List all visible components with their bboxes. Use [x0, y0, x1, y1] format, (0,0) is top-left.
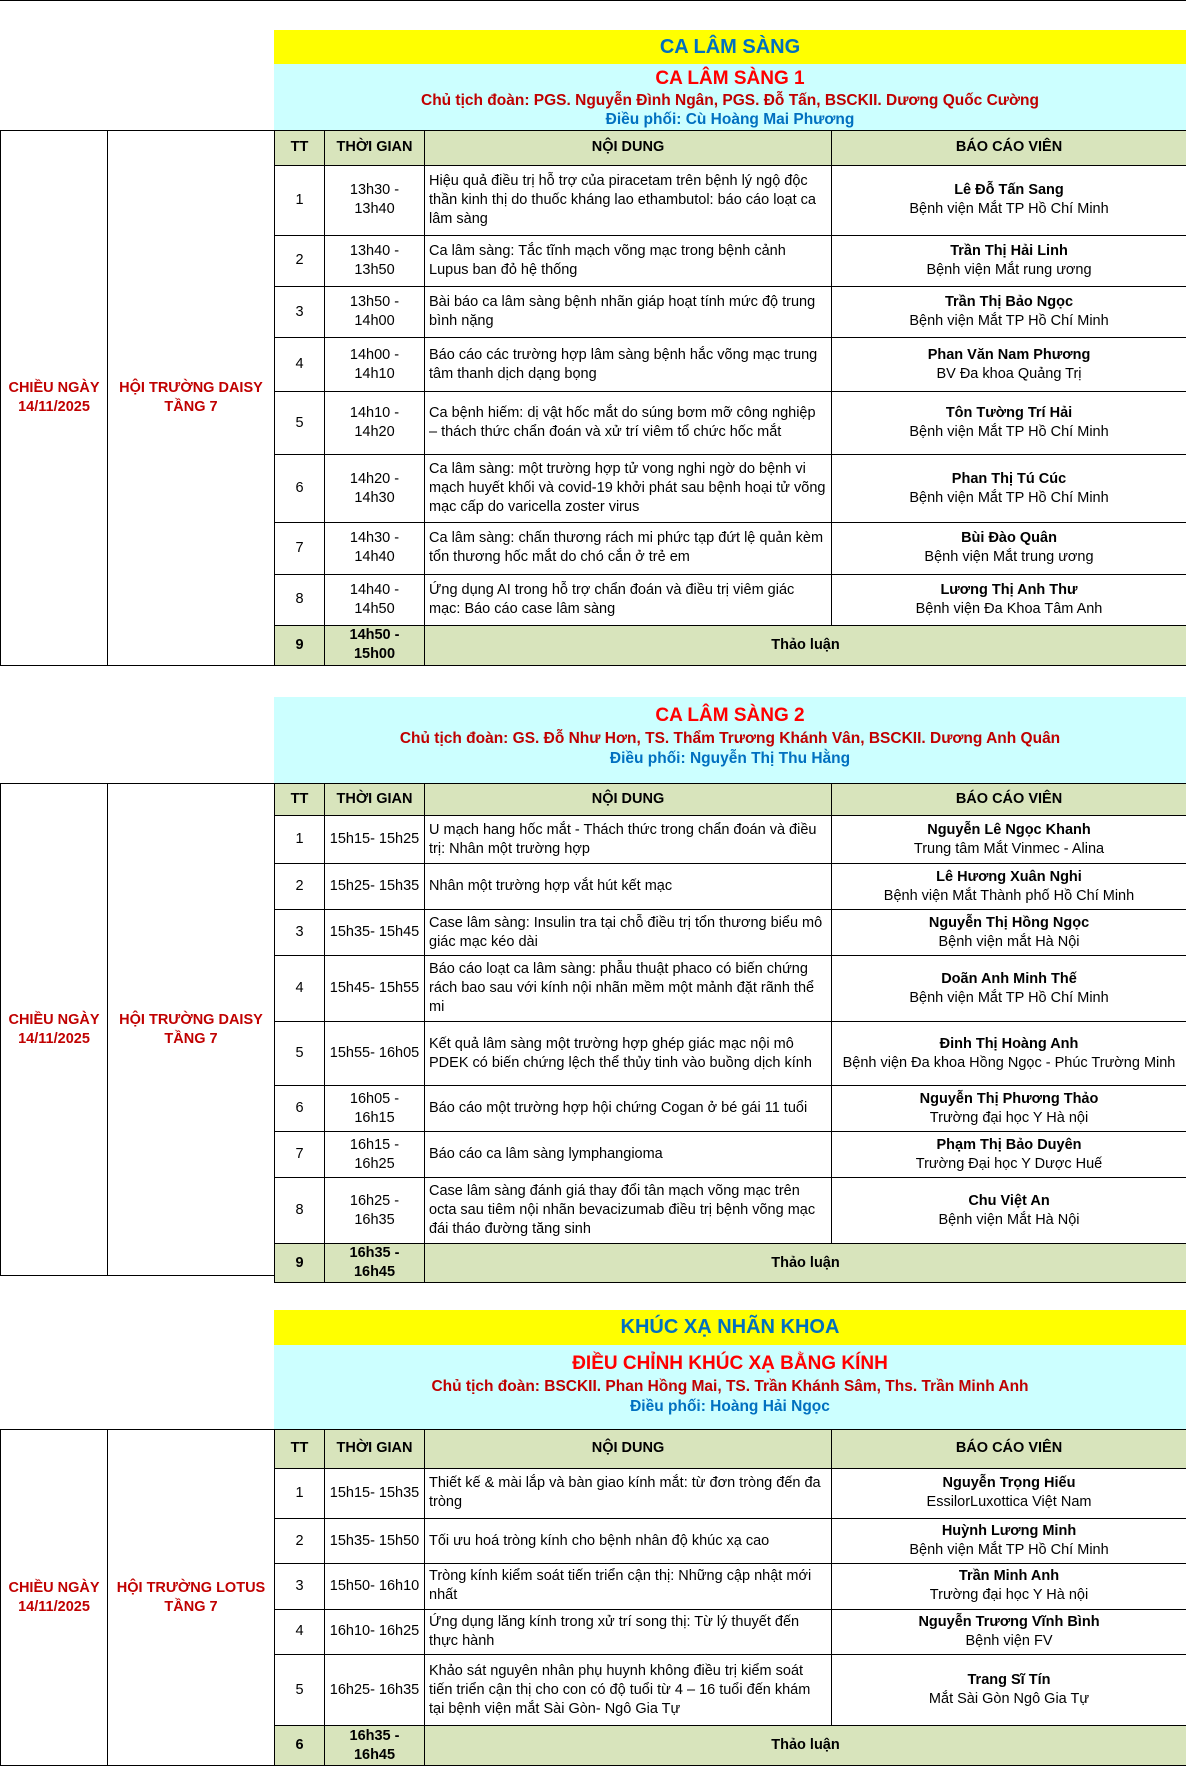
speaker-org: Bệnh viện Đa Khoa Tâm Anh	[915, 600, 1103, 617]
table-row: 5 15h55- 16h05 Kết quả lâm sàng một trường hợp ghép giác mạc nội mô PDEK có biến chứng lệch thể thủy tinh vào buồng dịch kính Đinh Thị Hoàng Anh Bệnh viện Đa khoa Hồng Ngọc - Phúc Trường Minh	[275, 1022, 1186, 1086]
table-row: 2 13h40 - 13h50 Ca lâm sàng: Tắc tĩnh mạch võng mạc trong bệnh cảnh Lupus ban đỏ hệ thống Trần Thị Hải Linh Bệnh viện Mắt rung ương	[275, 235, 1186, 286]
speaker-name: Doãn Anh Minh Thế	[941, 970, 1077, 987]
speaker-name: Bùi Đào Quân	[961, 530, 1057, 547]
speaker-org: Bệnh viện Mắt TP Hồ Chí Minh	[909, 989, 1109, 1006]
speaker-name: Trần Thị Bảo Ngọc	[944, 294, 1074, 311]
col-speaker: BÁO CÁO VIÊN	[832, 1430, 1186, 1469]
schedule-table	[274, 130, 1186, 666]
col-speaker: BÁO CÁO VIÊN	[832, 784, 1186, 816]
col-content: NỘI DUNG	[425, 131, 832, 166]
col-content: NỘI DUNG	[425, 1430, 832, 1469]
speaker-org: Bệnh viện Đa khoa Hồng Ngọc - Phúc Trường Minh	[842, 1054, 1176, 1071]
speaker-name: Lương Thị Anh Thư	[940, 581, 1078, 598]
session-date: CHIỀU NGÀY 14/11/2025	[0, 783, 108, 1276]
speaker-org: BV Đa khoa Quảng Trị	[936, 365, 1082, 382]
speaker-name: Lê Hương Xuân Nghi	[936, 868, 1082, 885]
table-row: 6 16h05 - 16h15 Báo cáo một trường hợp hội chứng Cogan ở bé gái 11 tuổi Nguyễn Thị Phương Thảo Trường đại học Y Hà nội	[275, 1086, 1186, 1132]
session-date: CHIỀU NGÀY 14/11/2025	[0, 1429, 108, 1766]
speaker-org: Bệnh viện Mắt trung ương	[924, 549, 1094, 566]
session-coordinator: Điều phối: Nguyễn Thị Thu Hằng	[609, 750, 851, 767]
speaker-name: Phạm Thị Bảo Duyên	[936, 1136, 1082, 1153]
table-row: 5 16h25- 16h35 Khảo sát nguyên nhân phụ huynh không điều trị kiểm soát tiến triển cận thị cho con có độ tuổi từ 4 – 16 tuổi đến khám tại bệnh viện mắt Sài Gòn- Ngô Gia Tự Trang Sĩ Tín Mắt Sài Gòn Ngô Gia Tự	[275, 1655, 1186, 1726]
col-content: NỘI DUNG	[425, 784, 832, 816]
table-row: 1 13h30 - 13h40 Hiệu quả điều trị hỗ trợ của piracetam trên bệnh lý ngộ độc thần kinh thị do thuốc kháng lao ethambutol: báo cáo loạt ca lâm sàng Lê Đỗ Tấn Sang Bệnh viện Mắt TP Hồ Chí Minh	[275, 165, 1186, 235]
section-banner: CA LÂM SÀNG	[274, 30, 1186, 64]
session-hall: HỘI TRƯỜNG DAISY TẦNG 7	[107, 130, 275, 666]
session-title: CA LÂM SÀNG 2	[655, 705, 805, 726]
schedule-table	[274, 1429, 1186, 1766]
session-header	[274, 64, 1186, 130]
speaker-org: Bệnh viện Mắt TP Hồ Chí Minh	[909, 489, 1109, 506]
session-header	[274, 697, 1186, 783]
table-row: 5 14h10 - 14h20 Ca bệnh hiếm: dị vật hốc mắt do súng bơm mỡ công nghiệp – thách thức chẩn đoán và xử trí viêm tổ chức hốc mắt Tôn Tường Trí Hải Bệnh viện Mắt TP Hồ Chí Minh	[275, 391, 1186, 455]
table-row: 3 13h50 - 14h00 Bài báo ca lâm sàng bệnh nhãn giáp hoạt tính mức độ trung bình nặng Trần Thị Bảo Ngọc Bệnh viện Mắt TP Hồ Chí Minh	[275, 287, 1186, 338]
table-row: 8 14h40 - 14h50 Ứng dụng AI trong hỗ trợ chẩn đoán và điều trị viêm giác mạc: Báo cáo case lâm sàng Lương Thị Anh Thư Bệnh viện Đa Khoa Tâm Anh	[275, 574, 1186, 625]
section-banner: KHÚC XẠ NHÃN KHOA	[274, 1310, 1186, 1345]
speaker-name: Trần Minh Anh	[958, 1568, 1060, 1585]
speaker-name: Đinh Thị Hoàng Anh	[939, 1035, 1079, 1052]
speaker-name: Tôn Tường Trí Hải	[945, 405, 1073, 422]
discussion-row: 6 16h35 - 16h45 Thảo luận	[275, 1726, 1186, 1766]
table-row: 4 15h45- 15h55 Báo cáo loạt ca lâm sàng: phẫu thuật phaco có biến chứng rách bao sau với kính nội nhãn mềm một mảnh đặt rãnh thể mi Doãn Anh Minh Thế Bệnh viện Mắt TP Hồ Chí Minh	[275, 956, 1186, 1022]
speaker-org: Bệnh viện FV	[965, 1632, 1053, 1649]
discussion-row: 9 14h50 - 15h00 Thảo luận	[275, 625, 1186, 665]
table-row: 3 15h35- 15h45 Case lâm sàng: Insulin tra tại chỗ điều trị tổn thương biểu mô giác mạc kéo dài Nguyễn Thị Hồng Ngọc Bệnh viện mắt Hà Nội	[275, 910, 1186, 956]
table-row: 1 15h15- 15h35 Thiết kế & mài lắp và bàn giao kính mắt: từ đơn tròng đến đa tròng Nguyễn Trọng Hiếu EssilorLuxottica Việt Nam	[275, 1468, 1186, 1519]
speaker-name: Huỳnh Lương Minh	[941, 1523, 1077, 1540]
speaker-name: Nguyễn Thị Hồng Ngọc	[928, 914, 1090, 931]
speaker-name: Nguyễn Trương Vĩnh Bình	[918, 1613, 1100, 1630]
top-border	[0, 0, 1186, 1]
session-date: CHIỀU NGÀY 14/11/2025	[0, 130, 108, 666]
table-row: 6 14h20 - 14h30 Ca lâm sàng: một trường hợp tử vong nghi ngờ do bệnh vi mạch huyết khối và covid-19 khởi phát sau bệnh hoại tử võng mạc cấp do varicella zoster virus Phan Thị Tú Cúc Bệnh viện Mắt TP Hồ Chí Minh	[275, 455, 1186, 523]
speaker-org: Trung tâm Mắt Vinmec - Alina	[913, 840, 1105, 857]
table-row: 7 16h15 - 16h25 Báo cáo ca lâm sàng lymphangioma Phạm Thị Bảo Duyên Trường Đại học Y Dược Huế	[275, 1132, 1186, 1178]
session-chairs: Chủ tịch đoàn: PGS. Nguyễn Đình Ngân, PGS. Đỗ Tấn, BSCKII. Dương Quốc Cường	[421, 92, 1039, 109]
col-tt: TT	[275, 1430, 325, 1469]
session-title: CA LÂM SÀNG 1	[655, 68, 805, 89]
speaker-org: Bệnh viện Mắt TP Hồ Chí Minh	[909, 313, 1109, 330]
session-hall: HỘI TRƯỜNG LOTUS TẦNG 7	[107, 1429, 275, 1766]
col-tt: TT	[275, 131, 325, 166]
speaker-org: Bệnh viện Mắt TP Hồ Chí Minh	[909, 424, 1109, 441]
speaker-name: Chu Việt An	[968, 1192, 1050, 1209]
speaker-org: Trường đại học Y Hà nội	[929, 1587, 1089, 1604]
speaker-org: Trường Đại học Y Dược Huế	[915, 1155, 1103, 1172]
speaker-org: Bệnh viện Mắt Hà Nội	[938, 1211, 1080, 1228]
speaker-name: Phan Thị Tú Cúc	[951, 470, 1067, 487]
session-chairs: Chủ tịch đoàn: BSCKII. Phan Hồng Mai, TS. Trần Khánh Sâm, Ths. Trần Minh Anh	[431, 1378, 1029, 1395]
session-coordinator: Điều phối: Cù Hoàng Mai Phương	[605, 111, 855, 128]
speaker-name: Lê Đỗ Tấn Sang	[954, 182, 1064, 199]
table-row: 3 15h50- 16h10 Tròng kính kiểm soát tiến triển cận thị: Những cập nhật mới nhất Trần Minh Anh Trường đại học Y Hà nội	[275, 1563, 1186, 1609]
speaker-org: EssilorLuxottica Việt Nam	[926, 1494, 1092, 1511]
speaker-name: Nguyễn Lê Ngọc Khanh	[927, 821, 1091, 838]
table-row: 1 15h15- 15h25 U mạch hang hốc mắt - Thách thức trong chẩn đoán và điều trị: Nhân một trường hợp Nguyễn Lê Ngọc Khanh Trung tâm Mắt Vinmec - Alina	[275, 816, 1186, 864]
speaker-org: Bệnh viện Mắt TP Hồ Chí Minh	[909, 1542, 1109, 1559]
col-time: THỜI GIAN	[325, 1430, 425, 1469]
speaker-org: Bệnh viện Mắt rung ương	[926, 261, 1092, 278]
discussion-row: 9 16h35 - 16h45 Thảo luận	[275, 1244, 1186, 1283]
speaker-org: Bệnh viện mắt Hà Nội	[938, 933, 1080, 950]
speaker-org: Mắt Sài Gòn Ngô Gia Tự	[928, 1691, 1090, 1708]
table-row: 7 14h30 - 14h40 Ca lâm sàng: chấn thương rách mi phức tạp đứt lệ quản kèm tổn thương hốc mắt do chó cắn ở trẻ em Bùi Đào Quân Bệnh viện Mắt trung ương	[275, 523, 1186, 574]
table-row: 4 14h00 - 14h10 Báo cáo các trường hợp lâm sàng bệnh hắc võng mạc trung tâm thanh dịch dạng bọng Phan Văn Nam Phương BV Đa khoa Quảng Trị	[275, 338, 1186, 391]
speaker-name: Nguyễn Trọng Hiếu	[942, 1475, 1076, 1492]
speaker-name: Trang Sĩ Tín	[967, 1672, 1051, 1689]
col-time: THỜI GIAN	[325, 131, 425, 166]
table-row: 4 16h10- 16h25 Ứng dụng lăng kính trong xử trí song thị: Từ lý thuyết đến thực hành Nguyễn Trương Vĩnh Bình Bệnh viện FV	[275, 1609, 1186, 1655]
speaker-name: Nguyễn Thị Phương Thảo	[919, 1090, 1099, 1107]
col-speaker: BÁO CÁO VIÊN	[832, 131, 1186, 166]
session-hall: HỘI TRƯỜNG DAISY TẦNG 7	[107, 783, 275, 1276]
session-header	[274, 1345, 1186, 1429]
speaker-org: Trường đại học Y Hà nội	[929, 1109, 1089, 1126]
col-tt: TT	[275, 784, 325, 816]
table-row: 2 15h25- 15h35 Nhân một trường hợp vắt hút kết mạc Lê Hương Xuân Nghi Bệnh viện Mắt Thành phố Hồ Chí Minh	[275, 864, 1186, 910]
speaker-name: Trần Thị Hải Linh	[950, 242, 1068, 259]
session-chairs: Chủ tịch đoàn: GS. Đỗ Như Hơn, TS. Thẩm Trương Khánh Vân, BSCKII. Dương Anh Quân	[399, 730, 1061, 747]
speaker-org: Bệnh viện Mắt TP Hồ Chí Minh	[909, 201, 1109, 218]
session-coordinator: Điều phối: Hoàng Hải Ngọc	[630, 1398, 830, 1415]
speaker-name: Phan Văn Nam Phương	[927, 346, 1091, 363]
speaker-org: Bệnh viện Mắt Thành phố Hồ Chí Minh	[883, 887, 1135, 904]
table-row: 2 15h35- 15h50 Tối ưu hoá tròng kính cho bệnh nhân độ khúc xạ cao Huỳnh Lương Minh Bệnh viện Mắt TP Hồ Chí Minh	[275, 1519, 1186, 1564]
schedule-table	[274, 783, 1186, 1283]
session-title: ĐIỀU CHỈNH KHÚC XẠ BẰNG KÍNH	[572, 1353, 888, 1374]
col-time: THỜI GIAN	[325, 784, 425, 816]
table-row: 8 16h25 - 16h35 Case lâm sàng đánh giá thay đổi tân mạch võng mạc trên octa sau tiêm nội nhãn bevacizumab điều trị bệnh võng mạc đái tháo đường tăng sinh Chu Việt An Bệnh viện Mắt Hà Nội	[275, 1178, 1186, 1244]
